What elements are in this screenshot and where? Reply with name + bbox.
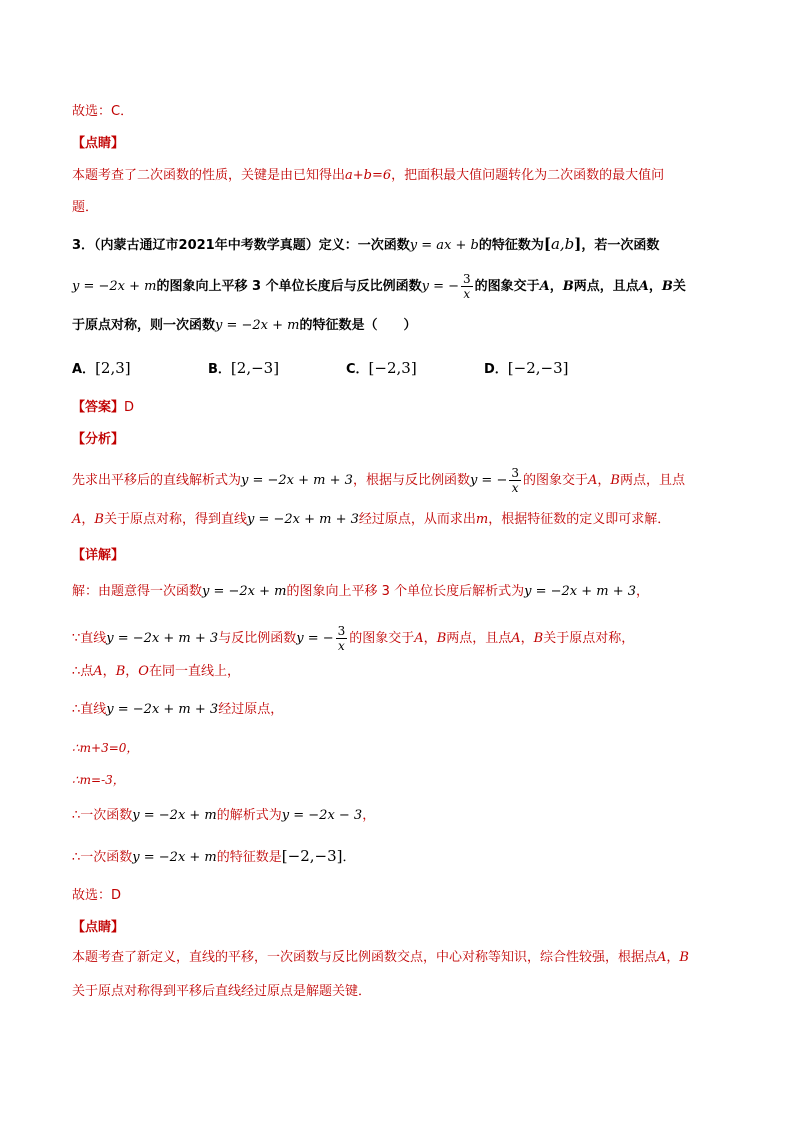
text: ，若一次函数 [581,238,660,253]
char-bracket: [a,b] [543,235,582,253]
point-label: A [72,512,82,527]
option-b: B．[2,−3] [208,359,280,377]
text: 的特征数为 [478,238,544,253]
detail-line-5: ∴m+3=0， [72,741,139,755]
point-label: A [588,473,598,488]
option-value: 2,3 [100,359,125,377]
math-expression: y = −2x + m [202,584,287,599]
math-expression: y = −2x + m [215,318,300,333]
text: ∵直线 [72,631,107,646]
analysis-line-1 [72,466,685,495]
text: ， [81,512,95,527]
text: ， [362,808,376,823]
detail-line-1 [72,582,649,602]
detail-conclusion: 故选：D [72,888,122,903]
text: 先求出平移后的直线解析式为 [72,473,242,488]
math-expression: y = −2x + m + 3 [241,473,353,488]
math-expression: y = −2x + m + 3 [106,702,219,717]
math-expression: y = ax + b [409,238,479,253]
text: 经过原点，从而求出 [358,512,476,527]
option-label: C． [346,362,369,377]
point-label: A [638,279,649,294]
text: 与反比例函数 [218,631,297,646]
fraction-denominator: x [511,481,519,495]
option-label: B． [208,362,231,377]
detail-line-4 [72,700,283,720]
text: 关于原点对称， [543,631,635,646]
math-expression: y = −2x − 3 [281,808,363,823]
detail-line-2 [72,624,634,653]
question-line-2 [72,272,686,301]
math-expression: a+b=6 [345,168,392,183]
text: ， [648,279,662,294]
detail-line-7 [72,806,375,826]
point-label: A [414,631,424,646]
comment-line-1 [72,948,689,968]
math-expression: y = −2x + m [72,279,157,294]
char-value: a,b [550,235,575,253]
text: ∴一次函数 [72,850,133,865]
text: 两点，且点 [573,279,639,294]
analysis-line-2 [72,510,670,530]
point-label: A [511,631,521,646]
text: 个单位长度后解析式为 [394,584,525,599]
math-expression: y = −2x + m + 3 [524,584,637,599]
option-d: D．[−2,−3] [484,359,569,377]
text: ， [636,584,650,599]
question-line-3 [72,316,417,336]
text: ， [125,664,139,679]
text: ，把面积最大值问题转化为二次函数的最大值问 [391,168,665,183]
point-label: O [138,664,149,679]
detail-label: 【详解】 [72,548,125,563]
point-label: A [657,950,667,965]
point-label: B [436,631,447,646]
text: ∴点 [72,664,94,679]
point-label: A [539,279,550,294]
text: ． [342,850,356,865]
option-label: D． [484,362,508,377]
option-a: A．[2,3] [72,359,131,377]
text: ，根据特征数的定义即可求解． [488,512,671,527]
text: 的特征数是（ ） [299,318,417,333]
point-label: B [115,664,126,679]
fraction-numerator: 3 [463,272,471,286]
text: ∴直线 [72,702,107,717]
point-label: B [661,279,673,294]
text: 关 [672,279,686,294]
text: 于原点对称，则一次函数 [72,318,216,333]
text: 定义：一次函数 [318,238,410,253]
text: 的图象交于 [349,631,415,646]
fraction-denominator: x [463,287,471,301]
detail-line-3 [72,662,240,682]
text: 两点，且点 [619,473,685,488]
question-source: （内蒙古通辽市2021年中考数学真题） [94,238,319,253]
text: 关于原点对称，得到直线 [103,512,247,527]
variable: m [475,512,489,527]
prev-comment-label: 【点睛】 [72,136,125,151]
fraction [336,624,348,653]
answer [72,398,134,418]
text: ， [666,950,680,965]
answer-value: D [124,400,135,415]
text: ， [597,473,611,488]
fraction-denominator: x [338,639,345,653]
text: 在同一直线上， [148,664,240,679]
char-bracket: [−2,−3] [281,847,343,865]
point-label: A [93,664,103,679]
math-expression: y = − [421,279,459,294]
fraction [509,466,521,495]
point-label: B [94,512,104,527]
prev-comment-line-2: 题． [72,200,99,215]
option-label: A． [72,362,96,377]
math-expression: y = −2x + m + 3 [246,512,359,527]
text: 本题考查了二次函数的性质，关键是由已知得出 [72,168,346,183]
text: 两点，且点 [446,631,512,646]
text: 解：由题意得一次函数 [72,584,203,599]
option-value: −2,3 [374,359,411,377]
option-value: 2,−3 [236,359,274,377]
text: ， [520,631,534,646]
math-expression: y = − [296,631,334,646]
math-expression: y = −2x + m + 3 [106,631,219,646]
char-value: −2,−3 [287,847,337,865]
point-label: B [610,473,620,488]
text: ，根据与反比例函数 [352,473,470,488]
prev-conclusion: 故选：C． [72,104,134,119]
option-value: −2,−3 [513,359,563,377]
text: ， [423,631,437,646]
point-label: B [679,950,689,965]
text: ， [549,279,563,294]
math-expression: y = − [469,473,508,488]
comment-label: 【点睛】 [72,920,125,935]
point-label: B [562,279,574,294]
fraction [461,272,473,301]
analysis-label: 【分析】 [72,432,125,447]
text: 的图象交于 [523,473,589,488]
question-number: 3． [72,238,95,253]
detail-line-8 [72,846,356,868]
text: 经过原点， [218,702,284,717]
text: 的图象向上平移 [286,584,378,599]
prev-comment-line-1 [72,166,664,186]
text: 本题考查了新定义，直线的平移，一次函数与反比例函数交点，中心对称等知识，综合性较强，根据点 [72,950,658,965]
math-expression: y = −2x + m [132,850,217,865]
fraction-numerator: 3 [511,466,519,480]
comment-line-2: 关于原点对称得到平移后直线经过原点是解题关键． [72,984,372,999]
text: 的图象交于 [474,279,540,294]
text: 的特征数是 [216,850,282,865]
fraction-numerator: 3 [337,624,346,638]
text: ∴一次函数 [72,808,133,823]
math-expression: y = −2x + m [132,808,217,823]
answer-label: 【答案】 [72,400,125,415]
detail-line-6: ∴m=-3， [72,773,125,787]
point-label: B [533,631,544,646]
question-line-1 [72,234,659,256]
text: 的图象向上平移 3 个单位长度后与反比例函数 [156,279,422,294]
text: ， [102,664,116,679]
text: 3 [381,584,390,599]
text: 的解析式为 [216,808,282,823]
option-c: C．[−2,3] [346,359,417,377]
